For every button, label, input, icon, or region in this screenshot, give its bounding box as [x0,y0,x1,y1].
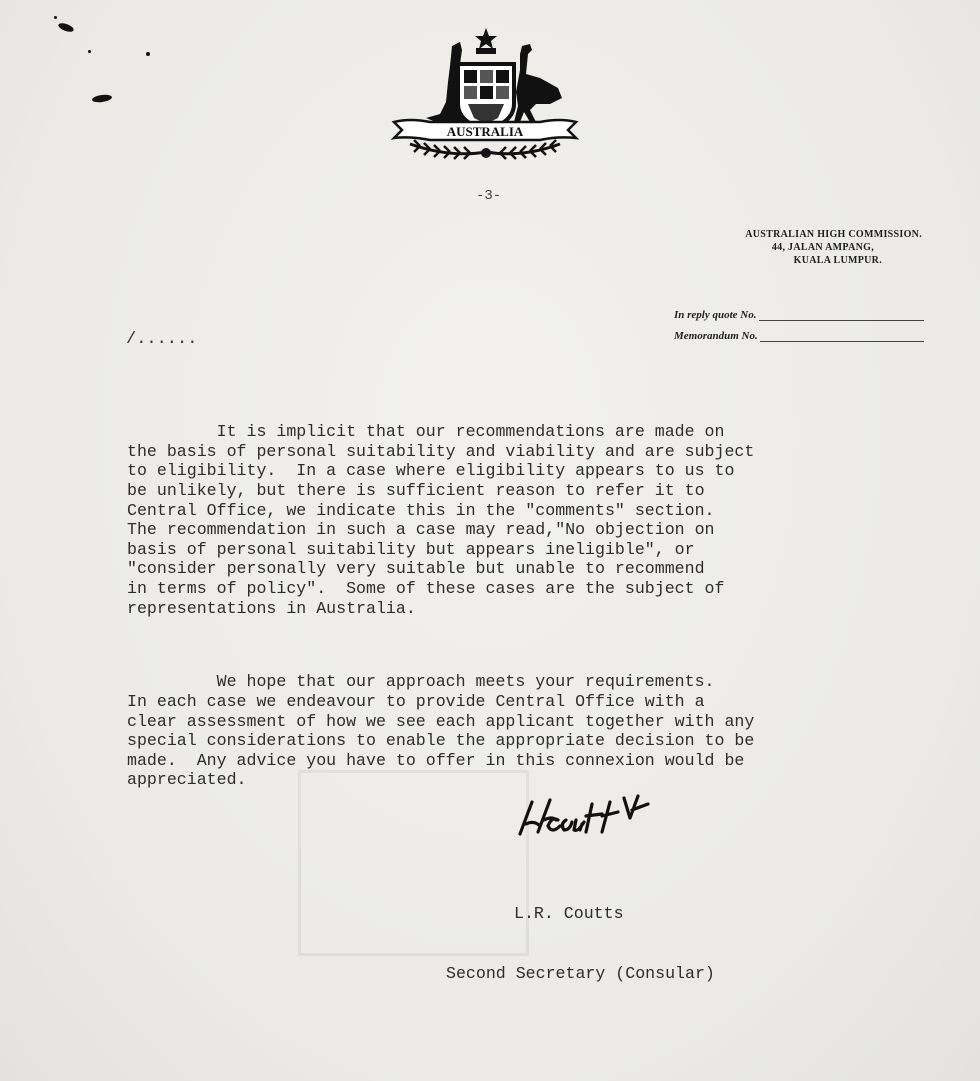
letterhead-line: AUSTRALIAN HIGH COMMISSION. [745,229,922,240]
signatory-name: L.R. Coutts [514,904,624,923]
ink-speck [54,16,57,19]
reference-fields [674,300,924,342]
letterhead-line: KUALA LUMPUR. [793,255,882,266]
ink-speck [146,52,150,56]
handwritten-signature [512,790,672,840]
ink-speck [92,94,113,104]
body-paragraph: We hope that our approach meets your requirements. In each case we endeavour to provide Central Office with a clear assessment of how we see each applicant together with any special considerations to enable the appropriate decision to be made. Any advice you have to offer in this connexion would be appreciated. [127,672,755,790]
letter-body [127,383,887,844]
reply-quote-blank [759,309,925,321]
memorandum-label: Memorandum No. [674,330,758,342]
memorandum-row [674,321,924,342]
body-paragraph: It is implicit that our recommendations are made on the basis of personal suitability and viability and are subject to eligibility. In a case where eligibility appears to us to be unlikely, but there is sufficient reason to refer it to Central Office, we indicate this in the "comments" section. The recommendation in such a case may read,"No objection on basis of personal suitability but appears ineligible", or "consider personally very suitable but unable to recommend in terms of policy". Some of these cases are the subject of representations in Australia. [127,422,755,618]
coat-of-arms-icon [390,26,580,162]
ink-speck [88,50,91,53]
memorandum-blank [760,330,924,342]
continuation-mark: /...... [126,330,198,349]
letterhead-address [690,228,922,267]
signatory-title: Second Secretary (Consular) [446,964,715,983]
signatory-block [446,864,715,1024]
reply-quote-row [674,300,924,321]
letterhead-line: 44, JALAN AMPANG, [771,242,874,253]
reply-quote-label: In reply quote No. [674,309,757,321]
page-number: -3- [476,188,502,204]
crest-label: AUSTRALIA [446,124,524,139]
ink-speck [57,21,74,33]
